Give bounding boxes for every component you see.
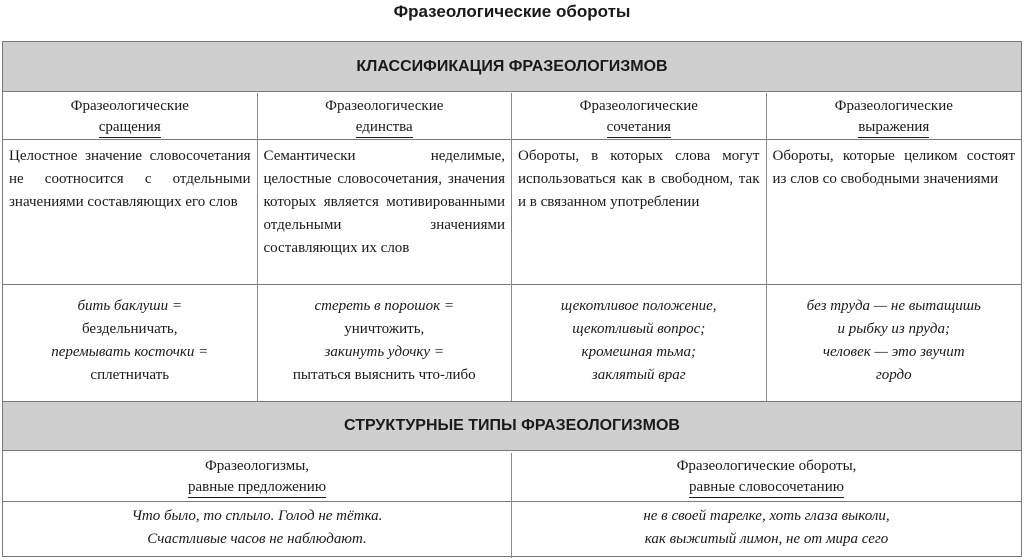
column-header: Фразеологические единства xyxy=(258,93,513,139)
example-line: без труда — не вытащишь xyxy=(806,298,981,314)
examples-cell: Что было, то сплыло. Голод не тётка. Счастливые часов не наблюдают. xyxy=(3,501,512,558)
column-header: Фразеологические обороты, равные словосочетанию xyxy=(512,453,1021,501)
example-line: человек — это звучит xyxy=(822,344,965,360)
classification-header-row xyxy=(3,93,1021,140)
example-line: закинуть удочку = xyxy=(324,344,444,360)
description-cell: Обороты, которые целиком состоят из слов со свободными значениями xyxy=(772,148,1015,187)
description-cell: Обороты, в которых слова могут использоваться как в свободном, так и в связанном употреблении xyxy=(512,139,767,284)
examples-row xyxy=(3,284,1021,401)
example-line: уничтожить, xyxy=(344,321,425,337)
examples-cell xyxy=(3,284,258,401)
example-line: сплетничать xyxy=(90,367,170,383)
description-row xyxy=(3,139,1021,285)
page-title: Фразеологические обороты xyxy=(393,2,631,21)
example-line: бездельничать, xyxy=(81,321,178,337)
example-line: пытаться выяснить что-либо xyxy=(292,367,476,383)
example-line: стереть в порошок = xyxy=(314,298,454,314)
example-line: бить баклуши = xyxy=(77,298,182,314)
description-cell: Целостное значение словосочетания не соотносится с отдельными значениями составляющих его слов xyxy=(3,139,258,284)
column-header: Фразеологизмы, равные предложению xyxy=(3,453,512,501)
column-header: Фразеологические сочетания xyxy=(512,93,767,139)
structural-examples-row xyxy=(3,501,1021,558)
examples-cell xyxy=(512,284,767,401)
example-line: и рыбку из пруда; xyxy=(837,321,950,337)
examples-cell: не в своей тарелке, хоть глаза выколи, как выжитый лимон, не от мира сего xyxy=(643,508,890,547)
examples-cell xyxy=(258,284,513,401)
description-cell: Семантически неделимые, целостные словосочетания, значения которых является мотивированными отдельными значениями составляющих их слов xyxy=(258,139,513,284)
column-header: Фразеологические выражения xyxy=(767,93,1022,139)
example-line: щекотливое положение, xyxy=(560,298,717,314)
column-header: Фразеологические сращения xyxy=(3,93,258,139)
example-line: перемывать косточки = xyxy=(51,344,209,360)
example-line: гордо xyxy=(875,367,912,383)
classification-heading: КЛАССИФИКАЦИЯ ФРАЗЕОЛОГИЗМОВ xyxy=(3,42,1021,92)
example-line: кромешная тьма; xyxy=(581,344,696,360)
example-line: щекотливый вопрос; xyxy=(572,321,706,337)
structural-types-heading: СТРУКТУРНЫЕ ТИПЫ ФРАЗЕОЛОГИЗМОВ xyxy=(3,401,1021,451)
example-line: заклятый враг xyxy=(591,367,686,383)
phraseology-table xyxy=(2,41,1022,557)
examples-cell xyxy=(767,284,1022,401)
structural-header-row xyxy=(3,453,1021,502)
